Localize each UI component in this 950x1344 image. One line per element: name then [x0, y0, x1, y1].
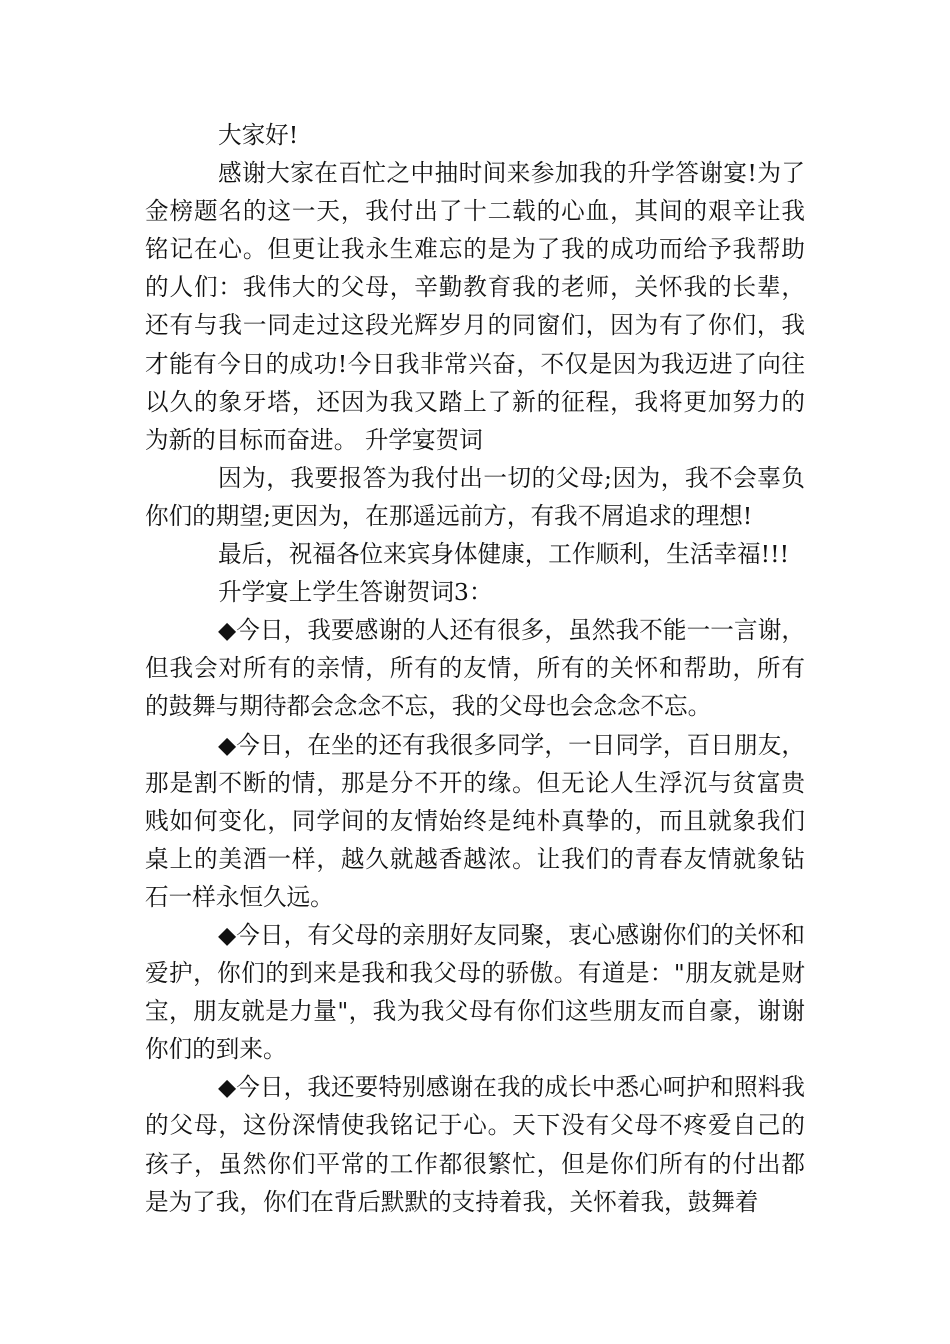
section-heading: 升学宴上学生答谢贺词3： — [218, 578, 493, 607]
bullet-paragraph-3: ◆今日，有父母的亲朋好友同聚，衷心感谢你们的关怀和爱护，你们的到来是我和我父母的骄傲。有道是："朋友就是财宝，朋友就是力量"，我为我父母有你们这些朋友而自豪，谢谢你们的到来。 — [145, 920, 805, 1064]
blessing-paragraph: 最后，祝福各位来宾身体健康，工作顺利，生活幸福!!! — [218, 540, 790, 569]
thanks-paragraph: 感谢大家在百忙之中抽时间来参加我的升学答谢宴!为了金榜题名的这一天，我付出了十二载的心血，其间的艰辛让我铭记在心。但更让我永生难忘的是为了我的成功而给予我帮助的人们：我伟大的父母，辛勤教育我的老师，关怀我的长辈，还有与我一同走过这段光辉岁月的同窗们，因为有了你们，我才能有今日的成功!今日我非常兴奋，不仅是因为我迈进了向往以久的象牙塔，还因为我又踏上了新的征程，我将更加努力的为新的目标而奋进。 升学宴贺词 — [145, 159, 805, 454]
because-paragraph: 因为，我要报答为我付出一切的父母;因为，我不会辜负你们的期望;更因为，在那遥远前方，有我不屑追求的理想! — [145, 463, 805, 530]
bullet-paragraph-2: ◆今日，在坐的还有我很多同学，一日同学，百日朋友，那是割不断的情，那是分不开的缘。但无论人生浮沉与贫富贵贱如何变化，同学间的友情始终是纯朴真挚的，而且就象我们桌上的美酒一样，越久就越香越浓。让我们的青春友情就象钻石一样永恒久远。 — [145, 730, 805, 911]
bullet-paragraph-4: ◆今日，我还要特别感谢在我的成长中悉心呵护和照料我的父母，这份深情使我铭记于心。天下没有父母不疼爱自己的孩子，虽然你们平常的工作都很繁忙，但是你们所有的付出都是为了我，你们在背后默默的支持着我，关怀着我，鼓舞着 — [145, 1073, 805, 1216]
greeting-paragraph: 大家好! — [218, 121, 299, 149]
document-page — [145, 116, 805, 1221]
bullet-paragraph-1: ◆今日，我要感谢的人还有很多，虽然我不能一一言谢，但我会对所有的亲情，所有的友情，所有的关怀和帮助，所有的鼓舞与期待都会念念不忘，我的父母也会念念不忘。 — [145, 616, 805, 721]
